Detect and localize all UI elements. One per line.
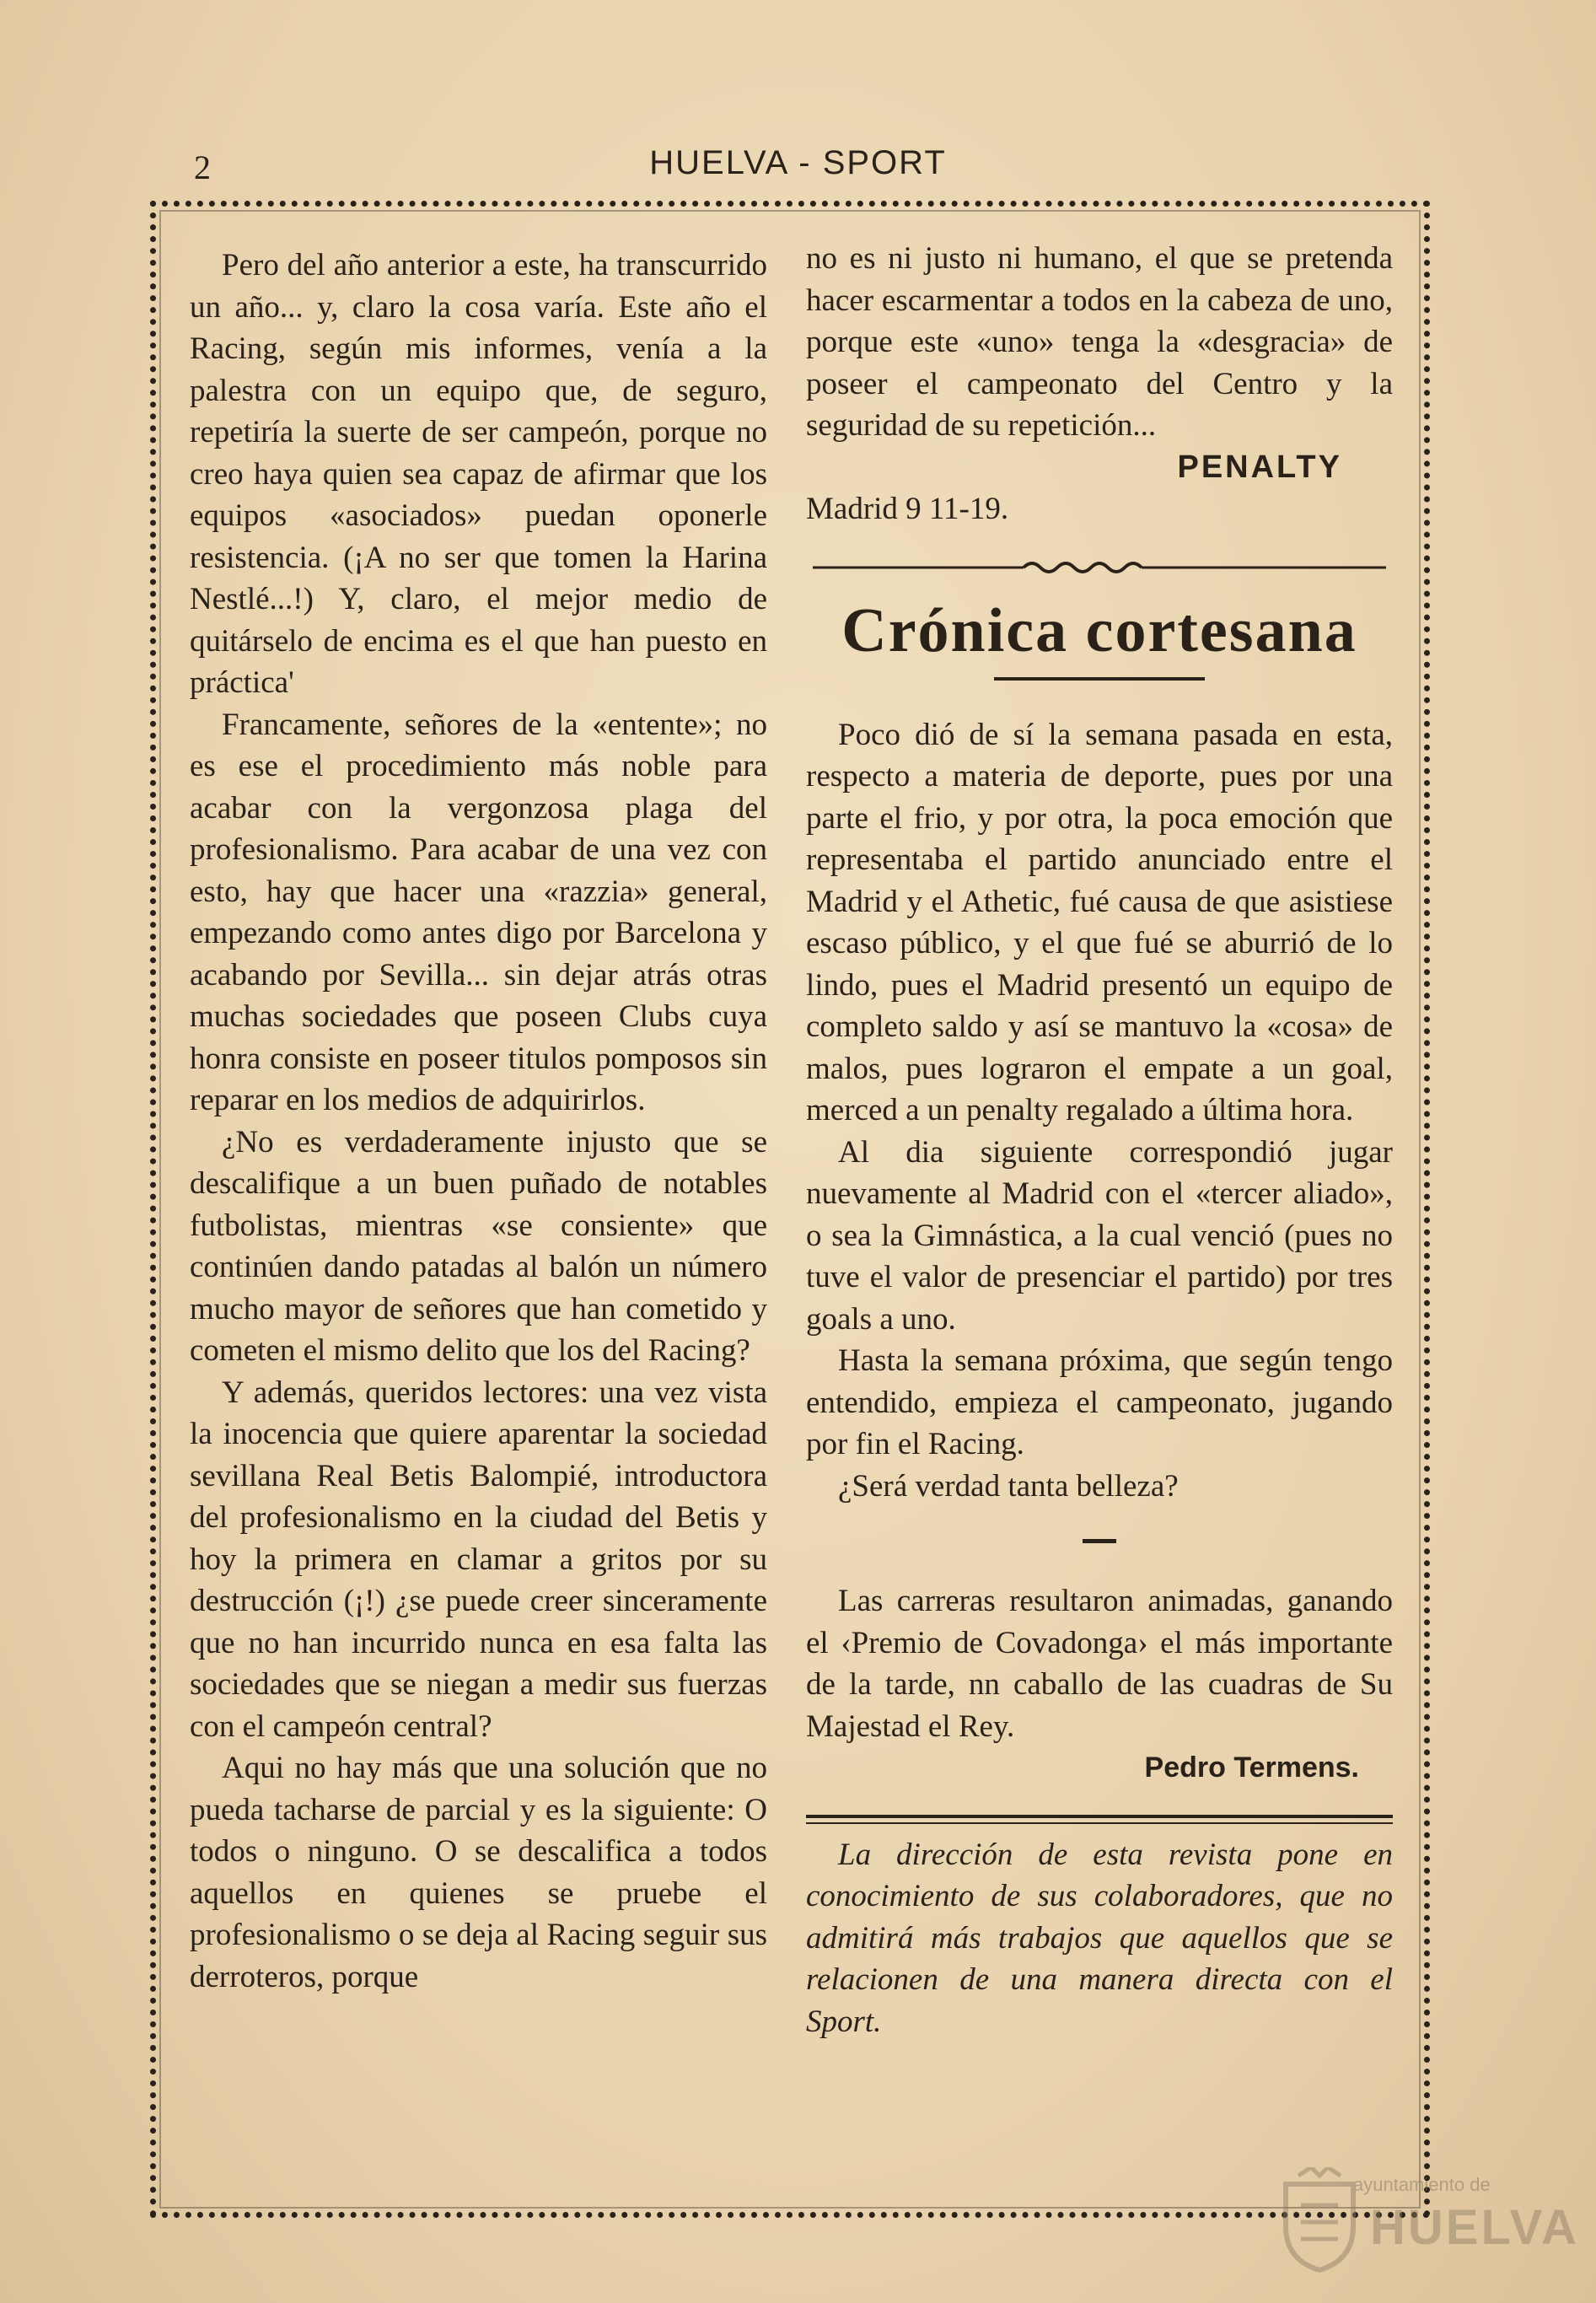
chronicle-paragraph: ¿Será verdad tanta belleza? bbox=[838, 1468, 1179, 1504]
continued-paragraph: no es ni justo ni humano, el que se pretenda hacer escarmentar a todos en la cabeza de uno, porque este «uno» tenga la «desgracia» de poseer el campeonato del Centro y la seguridad de su repetición... bbox=[806, 241, 1393, 443]
wavy-divider-ornament bbox=[813, 557, 1386, 578]
section-title: Crónica cortesana bbox=[841, 595, 1357, 665]
chronicle-paragraph: Hasta la semana próxima, que según tengo entendido, empieza el campeonato, jugando por fin el Racing. bbox=[806, 1343, 1393, 1461]
left-paragraph: Pero del año anterior a este, ha transcurrido un año... y, claro la cosa varía. Este año el Racing, según mis informes, venía a la palestra con un equipo que, de seguro, repetiría la suerte de ser campeón, porque no creo haya quien sea capaz de afirmar que los equipos «asociados» puedan oponerle resistencia. (¡A no ser que tomen la Harina Nestlé...!) Y, claro, el mejor medio de quitárselo de encima es el que han puesto en práctica' bbox=[190, 248, 767, 700]
title-underline bbox=[994, 677, 1205, 681]
chronicle-paragraph: Poco dió de sí la semana pasada en esta, respecto a materia de deporte, pues por una parte el frio, y por otra, la poca emoción que representaba el partido anunciado entre el Madrid y el Athetic, fué causa de que asistiese escaso público, y el que fué se aburrió de lo lindo, pues el Madrid presentó un equipo de completo saldo y así se mantuvo la «cosa» de malos, pues lograron el empate a un goal, merced a un penalty regalado a última hora. bbox=[806, 717, 1393, 1127]
watermark-big-text: HUELVA bbox=[1370, 2200, 1579, 2255]
short-separator bbox=[1083, 1539, 1116, 1543]
dateline: Madrid 9 11-19. bbox=[806, 492, 1009, 526]
left-paragraph: Y además, queridos lectores: una vez vista la inocencia que quiere aparentar la sociedad sevillana Real Betis Balompié, introductora del profesionalismo en la ciudad del Betis y hoy la primera en clamar a gritos por su destrucción (¡!) ¿se puede creer sinceramente que no han incurrido nunca en esa falta las sociedades que se niegan a medir sus fuerzas con el campeón central? bbox=[190, 1375, 767, 1744]
watermark-small-text: ayuntamiento de bbox=[1353, 2174, 1491, 2195]
editorial-notice: La dirección de esta revista pone en conocimiento de sus colaboradores, que no admitirá más trabajos que aquellos que se relacionen de una manera directa con el Sport. bbox=[806, 1837, 1393, 2039]
page-header bbox=[0, 139, 1596, 190]
races-paragraph: Las carreras resultaron animadas, ganando el ‹Premio de Covadonga› el más importante de la tarde, nn caballo de las cuadras de Su Majestad el Rey. bbox=[806, 1584, 1393, 1744]
page-number: 2 bbox=[194, 148, 211, 186]
left-paragraph: ¿No es verdaderamente injusto que se descalifique a un buen puñado de notables futbolistas, mientras «se consiente» que continúen dando patadas al balón un número mucho mayor de señores que han cometido y cometen el mismo delito que los del Racing? bbox=[190, 1124, 767, 1368]
notice-rule bbox=[806, 1815, 1393, 1824]
city-shield-icon bbox=[1277, 2167, 1362, 2273]
author-signature: Pedro Termens. bbox=[1144, 1751, 1359, 1784]
signature-penalty: PENALTY bbox=[1177, 449, 1342, 485]
left-paragraph: Aqui no hay más que una solución que no pueda tacharse de parcial y es la siguiente: O todos o ninguno. O se descalifica a todos aquellos en quienes se pruebe el profesionalismo o se deja al Racing seguir sus derroteros, porque bbox=[190, 1751, 767, 1994]
archive-watermark bbox=[1260, 2167, 1579, 2277]
left-paragraph: Francamente, señores de la «entente»; no es ese el procedimiento más noble para acabar con la vergonzosa plaga del profesionalismo. Para acabar de una vez con esto, hay que hacer una «razzia» general, empezando como antes digo por Barcelona y acabando por Sevilla... sin dejar atrás otras muchas sociedades que poseen Clubs cuya honra consiste en poseer titulos pomposos sin reparar en los medios de adquirirlos. bbox=[190, 707, 767, 1117]
right-column bbox=[806, 238, 1393, 2042]
publication-title: HUELVA - SPORT bbox=[649, 144, 947, 181]
chronicle-paragraph: Al dia siguiente correspondió jugar nuevamente al Madrid con el «tercer aliado», o sea la Gimnástica, a la cual venció (pues no tuve el valor de presenciar el partido) por tres goals a uno. bbox=[806, 1134, 1393, 1337]
left-column bbox=[190, 245, 767, 1998]
